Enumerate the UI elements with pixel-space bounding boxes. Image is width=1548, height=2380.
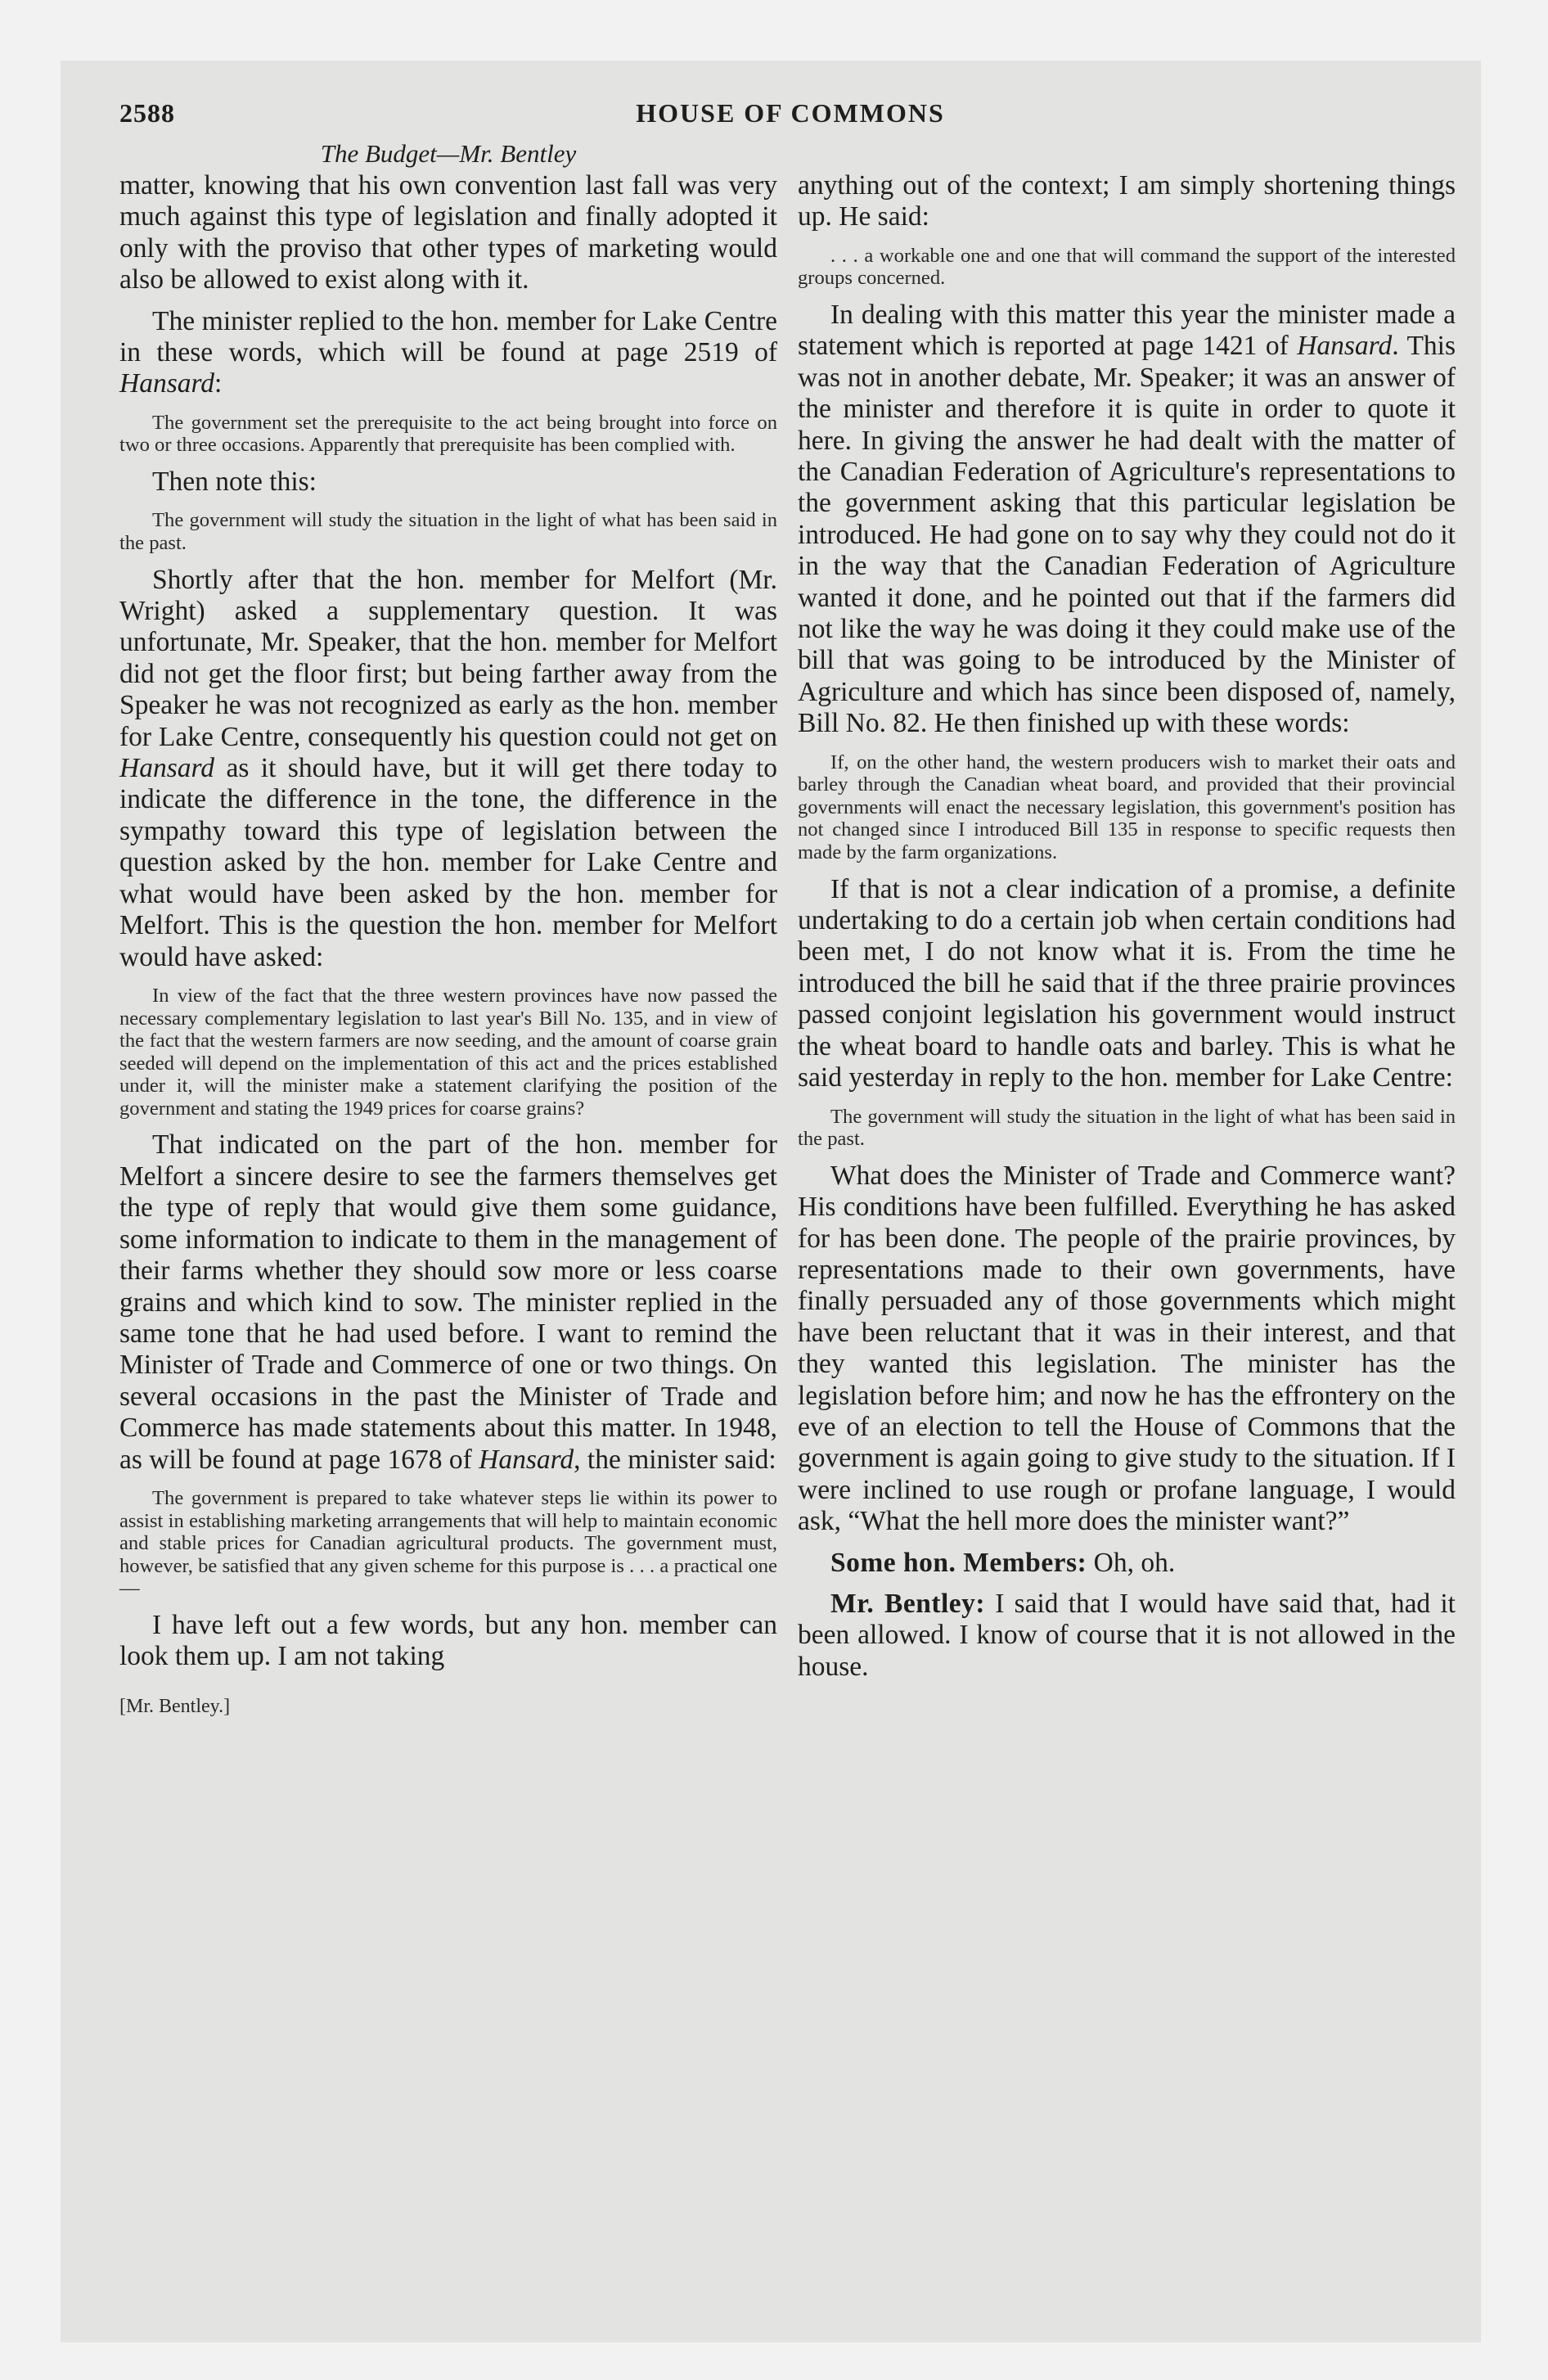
- page-header: [119, 98, 1461, 137]
- paragraph: I have left out a few words, but any hon. member can look them up. I am not taking: [119, 1609, 777, 1672]
- paragraph: The minister replied to the hon. member for Lake Centre in these words, which will be found at page 2519 of Hansard:: [119, 305, 777, 399]
- paragraph: anything out of the context; I am simply shortening things up. He said:: [798, 170, 1456, 232]
- section-subhead: The Budget—Mr. Bentley: [320, 139, 577, 168]
- block-quote: The government set the prerequisite to the act being brought into force on two or three occasions. Apparently that prerequisite has been complied with.: [119, 411, 777, 457]
- paragraph: Then note this:: [152, 467, 317, 498]
- block-quote: In view of the fact that the three western provinces have now passed the necessary complementary legislation to last year's Bill No. 135, and in view of the fact that the western farmers are now seeding, and the amount of coarse grain seeded will depend on the implementation of this act and the prices established under it, will the minister make a statement clarifying the position of the government and stating the 1949 prices for coarse grains?: [119, 984, 777, 1120]
- block-quote: . . . a workable one and one that will command the support of the interested groups concerned.: [798, 244, 1456, 290]
- speaker-name: Mr. Bentley:: [830, 1588, 986, 1619]
- paragraph: In dealing with this matter this year the minister made a statement which is reported at page 1421 of Hansard. This was not in another debate, Mr. Speaker; it was an answer of the minister and therefore it is quite in order to quote it here. In giving the answer he had dealt with the matter of the Canadian Federation of Agriculture's representations to the government asking that this particular legislation be introduced. He had gone on to say why they could not do it in the way that the Canadian Federation of Agriculture wanted it done, and he pointed out that if the farmers did not like the way he was doing it they could make use of the bill that was going to be introduced by the Minister of Agriculture and which has since been disposed of, namely, Bill No. 82. He then finished up with these words:: [798, 300, 1456, 739]
- block-quote: If, on the other hand, the western producers wish to market their oats and barley through the Canadian wheat board, and provided that their provincial governments will enact the necessary legislation, this government's position has not changed since I introduced Bill 135 in response to specific requests then made by the farm organizations.: [798, 751, 1456, 864]
- paragraph: That indicated on the part of the hon. member for Melfort a sincere desire to see the farmers themselves get the type of reply that would give them some guidance, some information to indicate to them in the management of their farms whether they should sow more or less coarse grains and which kind to sow. The minister replied in the same tone that he had used before. I want to remind the Minister of Trade and Commerce of one or two things. On several occasions in the past the Minister of Trade and Commerce has made statements about this matter. In 1948, as will be found at page 1678 of Hansard, the minister said:: [119, 1129, 777, 1475]
- paragraph: matter, knowing that his own convention last fall was very much against this type of legislation and finally adopted it only with the proviso that other types of marketing would also be allowed to exist along with it.: [119, 170, 777, 295]
- speaker-name: Some hon. Members:: [830, 1547, 1087, 1578]
- paragraph: Shortly after that the hon. member for Melfort (Mr. Wright) asked a supplementary question. It was unfortunate, Mr. Speaker, that the hon. member for Melfort did not get the floor first; but being farther away from the Speaker he was not recognized as early as the hon. member for Lake Centre, consequently his question could not get on Hansard as it should have, but it will get there today to indicate the difference in the tone, the difference in the sympathy toward this type of legislation between the question asked by the hon. member for Lake Centre and what would have been asked by the hon. member for Melfort. This is the question the hon. member for Melfort would have asked:: [119, 564, 777, 972]
- block-quote: The government will study the situation in the light of what has been said in the past.: [798, 1105, 1456, 1151]
- interjection: Some hon. Members: Oh, oh.: [830, 1547, 1176, 1578]
- page-number: 2588: [119, 98, 175, 128]
- paragraph: Mr. Bentley: I said that I would have said that, had it been allowed. I know of course that it is not allowed in the house.: [798, 1588, 1456, 1682]
- block-quote: The government is prepared to take whatever steps lie within its power to assist in establishing marketing arrangements that will help to maintain economic and stable prices for Canadian agricultural products. The government must, however, be satisfied that any given scheme for this purpose is . . . a practical one—: [119, 1486, 777, 1600]
- paragraph: What does the Minister of Trade and Commerce want? His conditions have been fulfilled. Everything he has asked for has been done. The people of the prairie provinces, by representations made to their own governments, have finally persuaded any of those governments which might have been reluctant that it was in their interest, and that they wanted this legislation. The minister has the legislation before him; and now he has the effrontery on the eve of an election to tell the House of Commons that the government is again going to give study to the situation. If I were inclined to use rough or profane language, I would ask, “What the hell more does the minister want?”: [798, 1160, 1456, 1537]
- running-head: HOUSE OF COMMONS: [636, 98, 945, 128]
- paragraph: If that is not a clear indication of a promise, a definite undertaking to do a certain job when certain conditions had been met, I do not know what it is. From the time he introduced the bill he said that if the three prairie provinces passed conjoint legislation his government would instruct the wheat board to handle oats and barley. This is what he said yesterday in reply to the hon. member for Lake Centre:: [798, 873, 1456, 1093]
- block-quote: The government will study the situation in the light of what has been said in the past.: [119, 509, 777, 555]
- left-column: [119, 170, 777, 1718]
- speaker-signature: [Mr. Bentley.]: [119, 1695, 231, 1717]
- right-column: [798, 170, 1456, 1683]
